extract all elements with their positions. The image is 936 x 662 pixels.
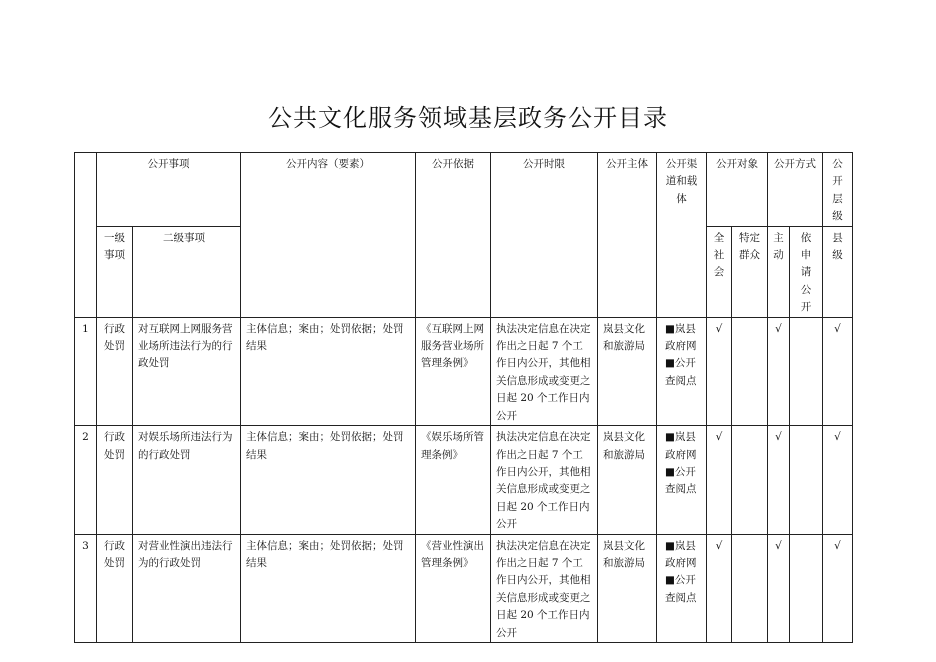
header-level1: 一级事项 xyxy=(97,226,133,317)
header-channel: 公开渠道和载体 xyxy=(657,153,707,318)
channel-reading-point: ■公开查阅点 xyxy=(665,357,697,387)
cell-subject: 岚县文化和旅游局 xyxy=(598,426,657,534)
cell-channel xyxy=(657,317,707,425)
header-seq-spacer xyxy=(75,153,97,318)
cell-active: √ xyxy=(768,426,790,534)
cell-county: √ xyxy=(823,534,853,642)
cell-on-request xyxy=(790,534,823,642)
header-specific: 特定群众 xyxy=(732,226,768,317)
cell-all-society: √ xyxy=(707,534,732,642)
cell-level1: 行政处罚 xyxy=(97,534,133,642)
header-method: 公开方式 xyxy=(768,153,823,227)
cell-active: √ xyxy=(768,317,790,425)
cell-all-society: √ xyxy=(707,426,732,534)
cell-content: 主体信息；案由；处罚依据；处罚结果 xyxy=(241,426,416,534)
cell-channel xyxy=(657,426,707,534)
cell-county: √ xyxy=(823,317,853,425)
document-title: 公共文化服务领域基层政务公开目录 xyxy=(268,104,668,132)
header-time-limit: 公开时限 xyxy=(491,153,598,318)
cell-level2: 对营业性演出违法行为的行政处罚 xyxy=(133,534,241,642)
cell-level2: 对娱乐场所违法行为的行政处罚 xyxy=(133,426,241,534)
cell-subject: 岚县文化和旅游局 xyxy=(598,317,657,425)
header-content: 公开内容（要素） xyxy=(241,153,416,318)
header-row-1 xyxy=(75,153,853,227)
cell-level2: 对互联网上网服务营业场所违法行为的行政处罚 xyxy=(133,317,241,425)
cell-specific xyxy=(732,426,768,534)
header-audience: 公开对象 xyxy=(707,153,768,227)
header-subject: 公开主体 xyxy=(598,153,657,318)
table-row xyxy=(75,317,853,425)
cell-time-limit: 执法决定信息在决定作出之日起 7 个工作日内公开，其他相关信息形成或变更之日起 20 个工作日内公开 xyxy=(491,534,598,642)
header-on-request: 依申请公开 xyxy=(790,226,823,317)
channel-reading-point: ■公开查阅点 xyxy=(665,465,697,496)
cell-content: 主体信息；案由；处罚依据；处罚结果 xyxy=(241,534,416,642)
cell-time-limit: 执法决定信息在决定作出之日起 7 个工作日内公开，其他相关信息形成或变更之日起 20 个工作日内公开 xyxy=(491,317,598,425)
table-row xyxy=(75,426,853,534)
header-public-item: 公开事项 xyxy=(97,153,241,227)
cell-basis: 《互联网上网服务营业场所管理条例》 xyxy=(416,317,491,425)
cell-level1: 行政处罚 xyxy=(97,317,133,425)
cell-all-society: √ xyxy=(707,317,732,425)
channel-gov-site: ■岚县政府网 xyxy=(665,539,697,569)
channel-gov-site: ■岚县政府网 xyxy=(665,322,697,353)
cell-on-request xyxy=(790,317,823,425)
header-level: 公开层级 xyxy=(823,153,853,227)
cell-seq: 2 xyxy=(75,426,97,534)
cell-subject: 岚县文化和旅游局 xyxy=(598,534,657,642)
cell-seq: 1 xyxy=(75,317,97,425)
cell-basis: 《营业性演出管理条例》 xyxy=(416,534,491,642)
header-basis: 公开依据 xyxy=(416,153,491,318)
header-level2: 二级事项 xyxy=(133,226,241,317)
cell-level1: 行政处罚 xyxy=(97,426,133,534)
cell-specific xyxy=(732,534,768,642)
channel-reading-point: ■公开查阅点 xyxy=(665,574,697,604)
cell-channel xyxy=(657,534,707,642)
cell-specific xyxy=(732,317,768,425)
disclosure-catalog-table xyxy=(74,152,853,643)
header-active: 主动 xyxy=(768,226,790,317)
header-county: 县级 xyxy=(823,226,853,317)
cell-content: 主体信息；案由；处罚依据；处罚结果 xyxy=(241,317,416,425)
header-all-society: 全社会 xyxy=(707,226,732,317)
cell-county: √ xyxy=(823,426,853,534)
channel-gov-site: ■岚县政府网 xyxy=(665,431,697,461)
cell-active: √ xyxy=(768,534,790,642)
table-row xyxy=(75,534,853,642)
cell-seq: 3 xyxy=(75,534,97,642)
cell-basis: 《娱乐场所管理条例》 xyxy=(416,426,491,534)
cell-time-limit: 执法决定信息在决定作出之日起 7 个工作日内公开，其他相关信息形成或变更之日起 20 个工作日内公开 xyxy=(491,426,598,534)
cell-on-request xyxy=(790,426,823,534)
